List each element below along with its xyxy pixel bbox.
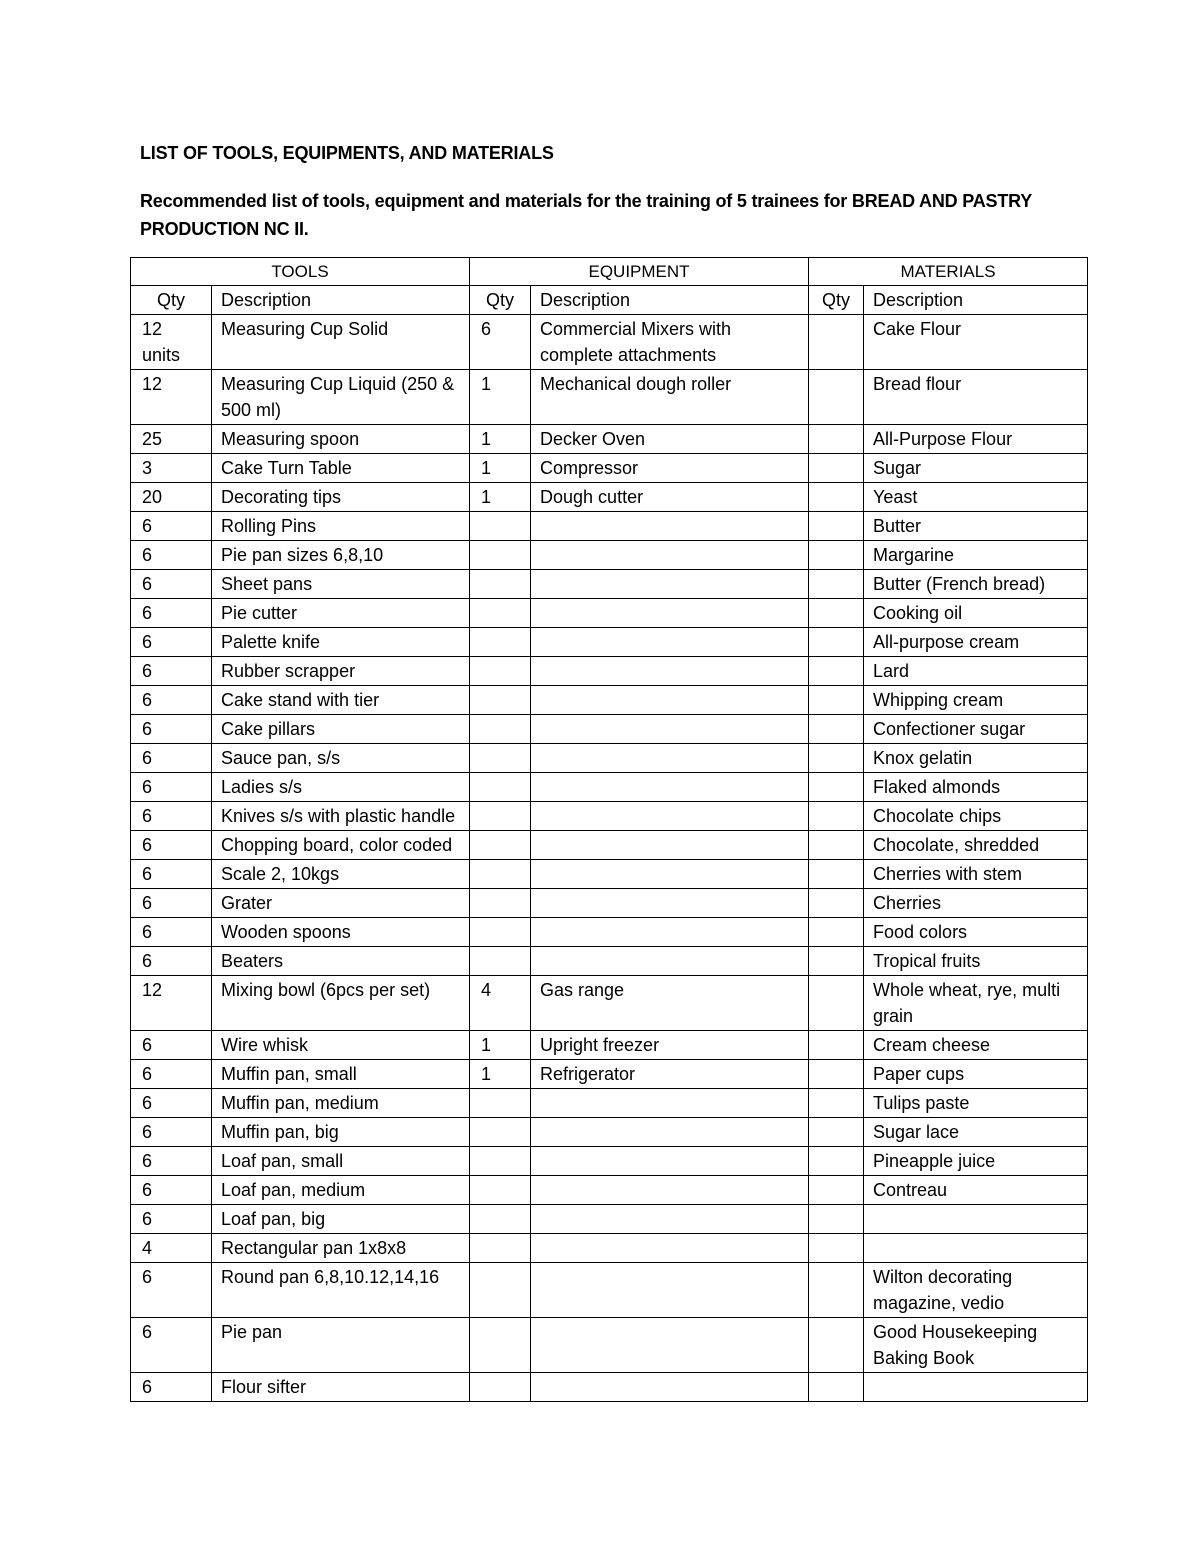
cell-tools-qty: 6 bbox=[131, 1118, 212, 1147]
cell-tools-qty: 6 bbox=[131, 1176, 212, 1205]
cell-tools-description: Palette knife bbox=[212, 628, 470, 657]
cell-tools-description: Wooden spoons bbox=[212, 918, 470, 947]
cell-materials-qty bbox=[809, 1263, 864, 1318]
cell-materials-qty bbox=[809, 1373, 864, 1402]
cell-equipment-description bbox=[531, 1373, 809, 1402]
cell-materials-description: Confectioner sugar bbox=[864, 715, 1088, 744]
cell-equipment-qty bbox=[470, 628, 531, 657]
cell-equipment-description bbox=[531, 686, 809, 715]
cell-tools-qty: 12 bbox=[131, 370, 212, 425]
cell-equipment-qty bbox=[470, 831, 531, 860]
cell-materials-description: Wilton decorating magazine, vedio bbox=[864, 1263, 1088, 1318]
cell-tools-qty: 6 bbox=[131, 628, 212, 657]
cell-tools-description: Muffin pan, medium bbox=[212, 1089, 470, 1118]
cell-materials-qty bbox=[809, 425, 864, 454]
cell-equipment-description: Commercial Mixers with complete attachments bbox=[531, 315, 809, 370]
cell-equipment-description bbox=[531, 1089, 809, 1118]
cell-equipment-description bbox=[531, 860, 809, 889]
table-row bbox=[131, 802, 1088, 831]
cell-equipment-qty bbox=[470, 686, 531, 715]
cell-materials-qty bbox=[809, 483, 864, 512]
table-row bbox=[131, 1118, 1088, 1147]
cell-equipment-qty: 1 bbox=[470, 1031, 531, 1060]
cell-equipment-description: Upright freezer bbox=[531, 1031, 809, 1060]
cell-tools-description: Wire whisk bbox=[212, 1031, 470, 1060]
cell-tools-description: Knives s/s with plastic handle bbox=[212, 802, 470, 831]
cell-materials-description: Tulips paste bbox=[864, 1089, 1088, 1118]
cell-materials-qty bbox=[809, 512, 864, 541]
cell-materials-description: Food colors bbox=[864, 918, 1088, 947]
cell-equipment-qty: 1 bbox=[470, 1060, 531, 1089]
cell-equipment-description bbox=[531, 599, 809, 628]
cell-equipment-qty: 6 bbox=[470, 315, 531, 370]
cell-tools-description: Scale 2, 10kgs bbox=[212, 860, 470, 889]
cell-tools-description: Cake Turn Table bbox=[212, 454, 470, 483]
table-row bbox=[131, 918, 1088, 947]
cell-tools-description: Chopping board, color coded bbox=[212, 831, 470, 860]
cell-materials-description bbox=[864, 1234, 1088, 1263]
cell-tools-qty: 6 bbox=[131, 657, 212, 686]
table-row bbox=[131, 831, 1088, 860]
table-row bbox=[131, 860, 1088, 889]
cell-equipment-description bbox=[531, 773, 809, 802]
cell-tools-description: Muffin pan, small bbox=[212, 1060, 470, 1089]
cell-equipment-qty bbox=[470, 860, 531, 889]
cell-equipment-qty bbox=[470, 570, 531, 599]
cell-tools-description: Grater bbox=[212, 889, 470, 918]
column-header-row bbox=[131, 286, 1088, 315]
table-row bbox=[131, 1263, 1088, 1318]
cell-materials-description: Pineapple juice bbox=[864, 1147, 1088, 1176]
cell-materials-qty bbox=[809, 657, 864, 686]
cell-tools-qty: 6 bbox=[131, 918, 212, 947]
cell-materials-qty bbox=[809, 744, 864, 773]
cell-tools-qty: 6 bbox=[131, 599, 212, 628]
cell-equipment-description bbox=[531, 889, 809, 918]
column-header-equipment-description: Description bbox=[531, 286, 809, 315]
cell-materials-qty bbox=[809, 686, 864, 715]
cell-equipment-qty bbox=[470, 1147, 531, 1176]
table-row bbox=[131, 1176, 1088, 1205]
cell-materials-description: Butter (French bread) bbox=[864, 570, 1088, 599]
cell-equipment-qty bbox=[470, 541, 531, 570]
cell-equipment-description: Refrigerator bbox=[531, 1060, 809, 1089]
cell-materials-qty bbox=[809, 1147, 864, 1176]
column-header-equipment-qty: Qty bbox=[470, 286, 531, 315]
cell-equipment-qty bbox=[470, 1373, 531, 1402]
table-row bbox=[131, 1205, 1088, 1234]
cell-equipment-qty bbox=[470, 1263, 531, 1318]
cell-materials-description: Sugar bbox=[864, 454, 1088, 483]
cell-tools-description: Ladies s/s bbox=[212, 773, 470, 802]
cell-equipment-description: Mechanical dough roller bbox=[531, 370, 809, 425]
cell-equipment-description bbox=[531, 541, 809, 570]
cell-materials-qty bbox=[809, 976, 864, 1031]
cell-equipment-qty bbox=[470, 773, 531, 802]
table-row bbox=[131, 657, 1088, 686]
cell-tools-description: Sauce pan, s/s bbox=[212, 744, 470, 773]
cell-tools-description: Mixing bowl (6pcs per set) bbox=[212, 976, 470, 1031]
table-row bbox=[131, 1147, 1088, 1176]
cell-materials-description: Paper cups bbox=[864, 1060, 1088, 1089]
table-row bbox=[131, 1031, 1088, 1060]
table-row bbox=[131, 570, 1088, 599]
cell-materials-description: Tropical fruits bbox=[864, 947, 1088, 976]
cell-materials-description: All-Purpose Flour bbox=[864, 425, 1088, 454]
document-title: LIST OF TOOLS, EQUIPMENTS, AND MATERIALS bbox=[140, 143, 554, 163]
table-row bbox=[131, 976, 1088, 1031]
cell-equipment-description bbox=[531, 628, 809, 657]
cell-materials-description: Lard bbox=[864, 657, 1088, 686]
cell-equipment-description bbox=[531, 1263, 809, 1318]
group-header-equipment: EQUIPMENT bbox=[470, 258, 809, 286]
document-subtitle: Recommended list of tools, equipment and materials for the training of 5 trainees for BREAD AND PASTRY PRODUCTION NC II. bbox=[140, 191, 1032, 239]
table-row bbox=[131, 947, 1088, 976]
cell-tools-qty: 6 bbox=[131, 1147, 212, 1176]
cell-equipment-description bbox=[531, 744, 809, 773]
cell-materials-description: Sugar lace bbox=[864, 1118, 1088, 1147]
cell-equipment-qty bbox=[470, 1089, 531, 1118]
cell-materials-description: Margarine bbox=[864, 541, 1088, 570]
cell-tools-description: Measuring Cup Liquid (250 & 500 ml) bbox=[212, 370, 470, 425]
cell-materials-qty bbox=[809, 831, 864, 860]
cell-tools-qty: 6 bbox=[131, 744, 212, 773]
cell-materials-description: Whipping cream bbox=[864, 686, 1088, 715]
table-row bbox=[131, 1234, 1088, 1263]
cell-tools-description: Round pan 6,8,10.12,14,16 bbox=[212, 1263, 470, 1318]
inventory-table bbox=[130, 257, 1088, 1402]
table-row bbox=[131, 1373, 1088, 1402]
cell-tools-qty: 25 bbox=[131, 425, 212, 454]
cell-equipment-qty bbox=[470, 889, 531, 918]
cell-equipment-description bbox=[531, 715, 809, 744]
group-header-materials: MATERIALS bbox=[809, 258, 1088, 286]
cell-materials-description bbox=[864, 1205, 1088, 1234]
table-row bbox=[131, 686, 1088, 715]
table-row bbox=[131, 315, 1088, 370]
cell-equipment-description bbox=[531, 918, 809, 947]
column-header-materials-description: Description bbox=[864, 286, 1088, 315]
cell-tools-qty: 4 bbox=[131, 1234, 212, 1263]
column-header-tools-description: Description bbox=[212, 286, 470, 315]
cell-equipment-description: Gas range bbox=[531, 976, 809, 1031]
cell-tools-qty: 12 bbox=[131, 976, 212, 1031]
cell-materials-qty bbox=[809, 1118, 864, 1147]
cell-materials-qty bbox=[809, 802, 864, 831]
cell-equipment-qty bbox=[470, 715, 531, 744]
cell-materials-qty bbox=[809, 947, 864, 976]
cell-equipment-qty bbox=[470, 512, 531, 541]
cell-equipment-description bbox=[531, 1205, 809, 1234]
cell-tools-qty: 3 bbox=[131, 454, 212, 483]
cell-materials-qty bbox=[809, 1318, 864, 1373]
table-row bbox=[131, 425, 1088, 454]
group-header-row bbox=[131, 258, 1088, 286]
cell-equipment-description bbox=[531, 1176, 809, 1205]
table-row bbox=[131, 483, 1088, 512]
cell-tools-qty: 6 bbox=[131, 512, 212, 541]
cell-equipment-qty bbox=[470, 1176, 531, 1205]
cell-tools-description: Loaf pan, small bbox=[212, 1147, 470, 1176]
cell-tools-description: Muffin pan, big bbox=[212, 1118, 470, 1147]
cell-materials-qty bbox=[809, 370, 864, 425]
table-row bbox=[131, 1089, 1088, 1118]
cell-materials-description: Flaked almonds bbox=[864, 773, 1088, 802]
cell-tools-description: Rubber scrapper bbox=[212, 657, 470, 686]
cell-equipment-description bbox=[531, 657, 809, 686]
table-row bbox=[131, 628, 1088, 657]
cell-materials-qty bbox=[809, 628, 864, 657]
cell-equipment-qty bbox=[470, 802, 531, 831]
cell-materials-qty bbox=[809, 1031, 864, 1060]
cell-tools-description: Beaters bbox=[212, 947, 470, 976]
cell-equipment-description bbox=[531, 802, 809, 831]
cell-materials-qty bbox=[809, 454, 864, 483]
group-header-tools: TOOLS bbox=[131, 258, 470, 286]
cell-equipment-qty: 4 bbox=[470, 976, 531, 1031]
cell-materials-description bbox=[864, 1373, 1088, 1402]
cell-materials-description: Bread flour bbox=[864, 370, 1088, 425]
cell-materials-qty bbox=[809, 541, 864, 570]
cell-equipment-description bbox=[531, 947, 809, 976]
cell-tools-qty: 6 bbox=[131, 1373, 212, 1402]
cell-materials-qty bbox=[809, 315, 864, 370]
cell-tools-description: Loaf pan, big bbox=[212, 1205, 470, 1234]
cell-tools-qty: 6 bbox=[131, 1263, 212, 1318]
cell-tools-description: Loaf pan, medium bbox=[212, 1176, 470, 1205]
cell-tools-qty: 6 bbox=[131, 1031, 212, 1060]
cell-tools-description: Measuring spoon bbox=[212, 425, 470, 454]
cell-equipment-description: Dough cutter bbox=[531, 483, 809, 512]
cell-tools-description: Flour sifter bbox=[212, 1373, 470, 1402]
cell-equipment-description bbox=[531, 1318, 809, 1373]
cell-materials-qty bbox=[809, 889, 864, 918]
cell-tools-qty: 6 bbox=[131, 541, 212, 570]
cell-tools-description: Rectangular pan 1x8x8 bbox=[212, 1234, 470, 1263]
table-row bbox=[131, 370, 1088, 425]
cell-tools-qty: 6 bbox=[131, 860, 212, 889]
cell-tools-qty: 6 bbox=[131, 1318, 212, 1373]
cell-tools-description: Pie pan sizes 6,8,10 bbox=[212, 541, 470, 570]
cell-materials-qty bbox=[809, 918, 864, 947]
cell-tools-description: Pie cutter bbox=[212, 599, 470, 628]
cell-materials-description: Cherries bbox=[864, 889, 1088, 918]
cell-materials-description: Cooking oil bbox=[864, 599, 1088, 628]
cell-equipment-qty bbox=[470, 599, 531, 628]
cell-materials-qty bbox=[809, 570, 864, 599]
cell-tools-description: Pie pan bbox=[212, 1318, 470, 1373]
cell-materials-qty bbox=[809, 1205, 864, 1234]
cell-equipment-description bbox=[531, 512, 809, 541]
table-row bbox=[131, 454, 1088, 483]
cell-equipment-qty bbox=[470, 918, 531, 947]
cell-materials-qty bbox=[809, 773, 864, 802]
cell-materials-description: Chocolate, shredded bbox=[864, 831, 1088, 860]
cell-materials-description: Cake Flour bbox=[864, 315, 1088, 370]
cell-tools-qty: 6 bbox=[131, 1089, 212, 1118]
cell-equipment-description: Decker Oven bbox=[531, 425, 809, 454]
cell-tools-qty: 6 bbox=[131, 715, 212, 744]
cell-materials-qty bbox=[809, 860, 864, 889]
table-row bbox=[131, 773, 1088, 802]
cell-equipment-description bbox=[531, 1118, 809, 1147]
cell-equipment-qty: 1 bbox=[470, 370, 531, 425]
cell-materials-qty bbox=[809, 1176, 864, 1205]
cell-materials-description: Cream cheese bbox=[864, 1031, 1088, 1060]
cell-tools-qty: 6 bbox=[131, 1205, 212, 1234]
cell-tools-description: Sheet pans bbox=[212, 570, 470, 599]
cell-materials-description: Knox gelatin bbox=[864, 744, 1088, 773]
cell-materials-description: All-purpose cream bbox=[864, 628, 1088, 657]
cell-equipment-qty bbox=[470, 1118, 531, 1147]
cell-materials-qty bbox=[809, 599, 864, 628]
cell-materials-description: Cherries with stem bbox=[864, 860, 1088, 889]
cell-equipment-description bbox=[531, 570, 809, 599]
column-header-tools-qty: Qty bbox=[131, 286, 212, 315]
table-row bbox=[131, 1318, 1088, 1373]
cell-equipment-qty: 1 bbox=[470, 483, 531, 512]
cell-equipment-qty bbox=[470, 1234, 531, 1263]
cell-materials-qty bbox=[809, 715, 864, 744]
cell-equipment-qty bbox=[470, 657, 531, 686]
cell-tools-qty: 6 bbox=[131, 773, 212, 802]
cell-equipment-qty bbox=[470, 1318, 531, 1373]
cell-materials-qty bbox=[809, 1234, 864, 1263]
cell-tools-qty: 6 bbox=[131, 570, 212, 599]
cell-tools-qty: 6 bbox=[131, 831, 212, 860]
cell-equipment-description bbox=[531, 1234, 809, 1263]
cell-materials-description: Good Housekeeping Baking Book bbox=[864, 1318, 1088, 1373]
cell-equipment-description bbox=[531, 831, 809, 860]
cell-materials-description: Chocolate chips bbox=[864, 802, 1088, 831]
cell-tools-qty: 6 bbox=[131, 686, 212, 715]
cell-equipment-qty bbox=[470, 947, 531, 976]
cell-tools-description: Decorating tips bbox=[212, 483, 470, 512]
column-header-materials-qty: Qty bbox=[809, 286, 864, 315]
cell-tools-description: Cake stand with tier bbox=[212, 686, 470, 715]
cell-tools-qty: 20 bbox=[131, 483, 212, 512]
table-row bbox=[131, 1060, 1088, 1089]
cell-materials-description: Whole wheat, rye, multi grain bbox=[864, 976, 1088, 1031]
cell-tools-qty: 6 bbox=[131, 889, 212, 918]
cell-tools-qty: 6 bbox=[131, 1060, 212, 1089]
cell-equipment-description: Compressor bbox=[531, 454, 809, 483]
cell-materials-qty bbox=[809, 1089, 864, 1118]
cell-materials-qty bbox=[809, 1060, 864, 1089]
cell-tools-qty: 6 bbox=[131, 802, 212, 831]
cell-equipment-qty bbox=[470, 1205, 531, 1234]
table-row bbox=[131, 715, 1088, 744]
cell-equipment-qty bbox=[470, 744, 531, 773]
cell-equipment-description bbox=[531, 1147, 809, 1176]
table-row bbox=[131, 541, 1088, 570]
cell-tools-qty: 6 bbox=[131, 947, 212, 976]
table-row bbox=[131, 744, 1088, 773]
cell-tools-description: Cake pillars bbox=[212, 715, 470, 744]
cell-materials-description: Butter bbox=[864, 512, 1088, 541]
table-row bbox=[131, 599, 1088, 628]
cell-materials-description: Contreau bbox=[864, 1176, 1088, 1205]
cell-equipment-qty: 1 bbox=[470, 425, 531, 454]
table-row bbox=[131, 512, 1088, 541]
cell-materials-description: Yeast bbox=[864, 483, 1088, 512]
cell-tools-qty: 12 units bbox=[131, 315, 212, 370]
table-row bbox=[131, 889, 1088, 918]
cell-tools-description: Measuring Cup Solid bbox=[212, 315, 470, 370]
cell-equipment-qty: 1 bbox=[470, 454, 531, 483]
cell-tools-description: Rolling Pins bbox=[212, 512, 470, 541]
